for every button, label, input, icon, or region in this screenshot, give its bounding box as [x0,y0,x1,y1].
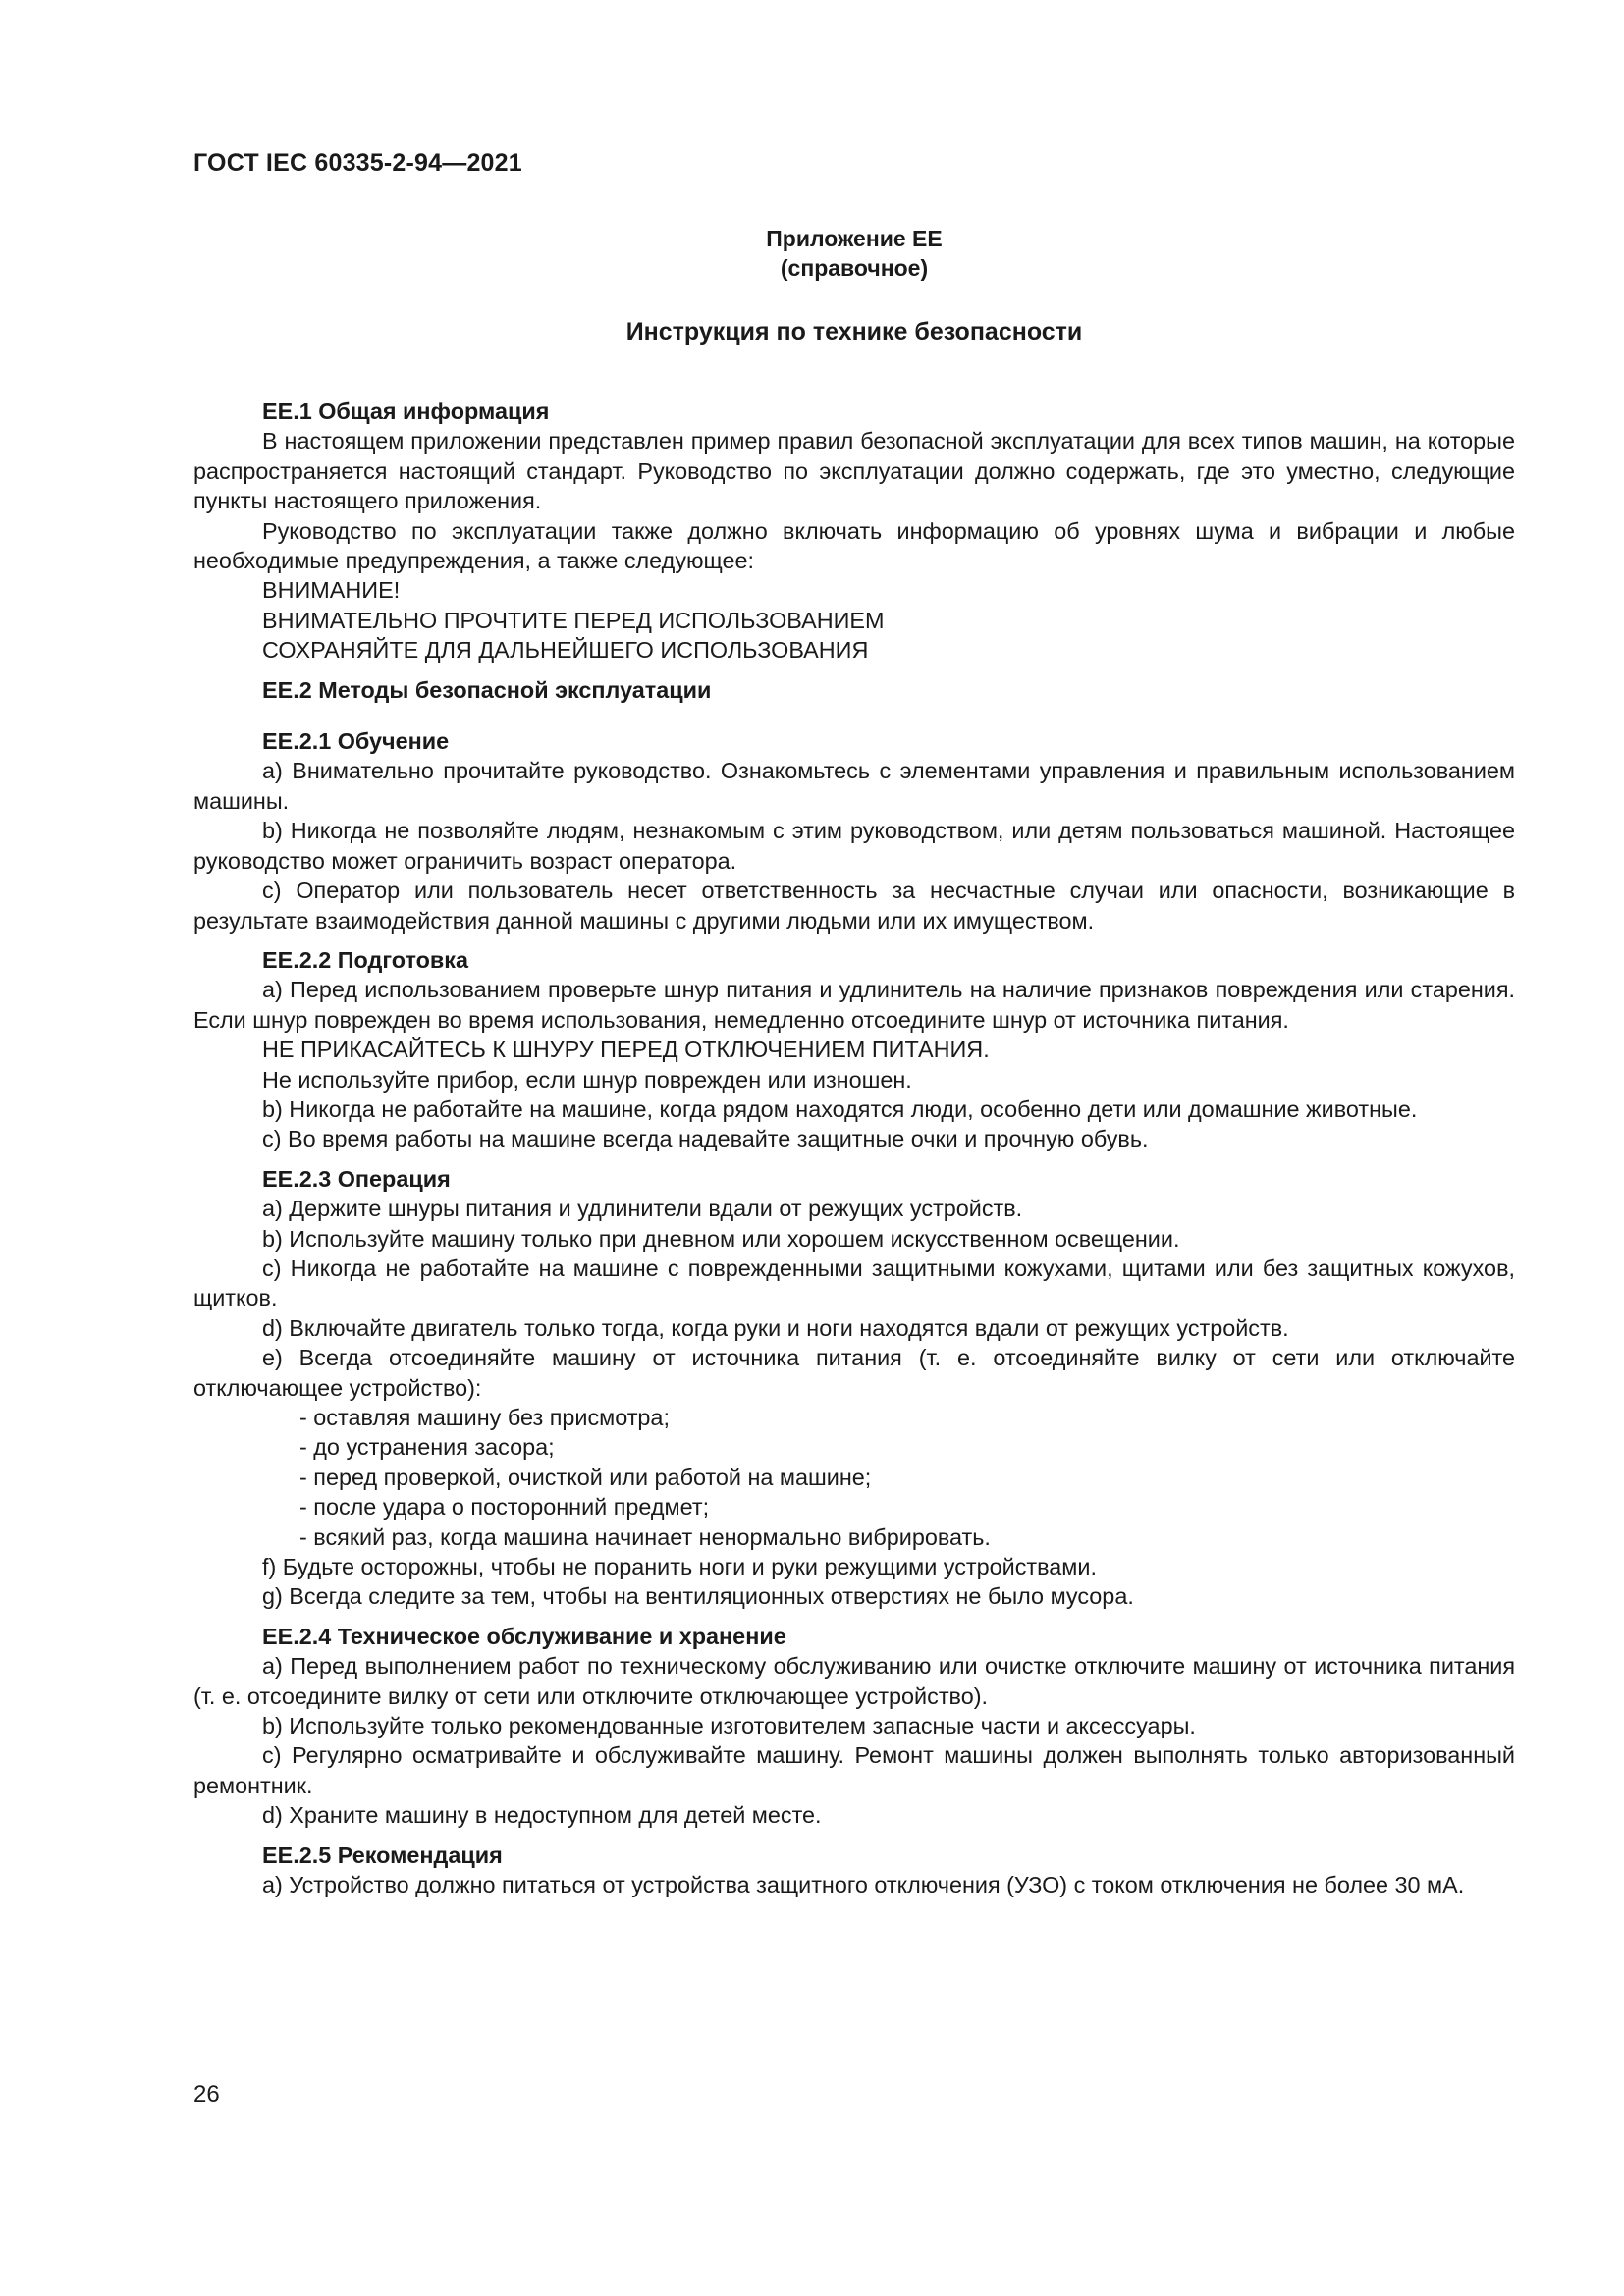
paragraph-ee23-e: e) Всегда отсоединяйте машину от источника питания (т. е. отсоединяйте вилку от сети или отключайте отключающее устройство): [193,1345,1515,1401]
heading-ee2-5: ЕЕ.2.5 Рекомендация [262,1842,503,1868]
heading-ee2-2: ЕЕ.2.2 Подготовка [262,946,469,973]
warning-line-3: СОХРАНЯЙТЕ ДЛЯ ДАЛЬНЕЙШЕГО ИСПОЛЬЗОВАНИЯ [262,637,869,664]
list-item: - оставляя машину без присмотра; [299,1405,670,1430]
document-id: ГОСТ IEC 60335-2-94—2021 [193,149,522,177]
paragraph-ee24-b: b) Используйте только рекомендованные изготовителем запасные части и аксессуары. [262,1713,1196,1739]
paragraph-ee24-c: c) Регулярно осматривайте и обслуживайте машину. Ремонт машины должен выполнять только авторизованный ремонтник. [193,1742,1515,1798]
paragraph-ee23-f: f) Будьте осторожны, чтобы не поранить ноги и руки режущими устройствами. [262,1554,1097,1580]
list-item: - перед проверкой, очисткой или работой на машине; [299,1464,872,1490]
paragraph-ee21-b: b) Никогда не позволяйте людям, незнакомым с этим руководством, или детям пользоваться машиной. Настоящее руководство может ограничить возраст оператора. [193,818,1515,874]
paragraph-ee22-b: b) Никогда не работайте на машине, когда рядом находятся люди, особенно дети или домашние животные. [262,1095,1418,1122]
paragraph-ee22-c: c) Во время работы на машине всегда надевайте защитные очки и прочную обувь. [262,1126,1149,1152]
annex-title: Приложение ЕЕ [766,226,943,251]
heading-ee2-1: ЕЕ.2.1 Обучение [262,728,450,755]
paragraph-ee23-c: c) Никогда не работайте на машине с поврежденными защитными кожухами, щитами или без защитных кожухов, щитков. [193,1255,1515,1311]
warning-line-1: ВНИМАНИЕ! [262,577,401,604]
paragraph-ee23-a: a) Держите шнуры питания и удлинители вдали от режущих устройств. [262,1196,1023,1222]
section-main-title: Инструкция по технике безопасности [625,318,1083,346]
paragraph-ee22-a-note: Не используйте прибор, если шнур поврежден или изношен. [262,1066,912,1093]
paragraph-ee22-a-warning: НЕ ПРИКАСАЙТЕСЬ К ШНУРУ ПЕРЕД ОТКЛЮЧЕНИЕМ ПИТАНИЯ. [262,1037,990,1063]
heading-ee2: ЕЕ.2 Методы безопасной эксплуатации [262,676,712,703]
list-item: - после удара о посторонний предмет; [299,1494,710,1521]
page-number: 26 [193,2081,220,2108]
paragraph-ee21-c: c) Оператор или пользователь несет ответственность за несчастные случаи или опасности, возникающие в результате взаимодействия данной машины с другими людьми или их имуществом. [193,878,1515,934]
heading-ee2-4: ЕЕ.2.4 Техническое обслуживание и хранение [262,1623,786,1649]
paragraph-ee23-d: d) Включайте двигатель только тогда, когда руки и ноги находятся вдали от режущих устройств. [262,1314,1289,1341]
paragraph-ee1-1: В настоящем приложении представлен пример правил безопасной эксплуатации для всех типов машин, на которые распространяется настоящий стандарт. Руководство по эксплуатации должно содержать, где это уместно, следующие пункты настоящего приложения. [193,428,1515,514]
warning-line-2: ВНИМАТЕЛЬНО ПРОЧТИТЕ ПЕРЕД ИСПОЛЬЗОВАНИЕМ [262,607,885,633]
paragraph-ee1-2: Руководство по эксплуатации также должно включать информацию об уровнях шума и вибрации и любые необходимые предупреждения, а также следующее: [193,517,1515,574]
paragraph-ee22-a: a) Перед использованием проверьте шнур питания и удлинитель на наличие признаков повреждения или старения. Если шнур поврежден во время использования, немедленно отсоедините шнур от источника питания. [193,977,1515,1033]
paragraph-ee25-a: a) Устройство должно питаться от устройства защитного отключения (УЗО) с током отключения не более 30 мА. [262,1872,1465,1898]
paragraph-ee23-b: b) Используйте машину только при дневном или хорошем искусственном освещении. [262,1225,1180,1252]
document-body [193,397,1515,1900]
heading-ee1: ЕЕ.1 Общая информация [262,399,550,424]
paragraph-ee24-a: a) Перед выполнением работ по техническому обслуживанию или очистке отключите машину от источника питания (т. е. отсоедините вилку от сети или отключите отключающее устройство). [193,1653,1515,1709]
paragraph-ee24-d: d) Храните машину в недоступном для детей месте. [262,1802,822,1829]
paragraph-ee23-g: g) Всегда следите за тем, чтобы на вентиляционных отверстиях не было мусора. [262,1583,1134,1610]
list-item: - до устранения засора; [299,1434,555,1461]
heading-ee2-3: ЕЕ.2.3 Операция [262,1165,451,1192]
paragraph-ee21-a: a) Внимательно прочитайте руководство. Ознакомьтесь с элементами управления и правильным использованием машины. [193,758,1515,814]
list-item: - всякий раз, когда машина начинает ненормально вибрировать. [299,1523,991,1550]
annex-subtitle: (справочное) [780,255,929,281]
